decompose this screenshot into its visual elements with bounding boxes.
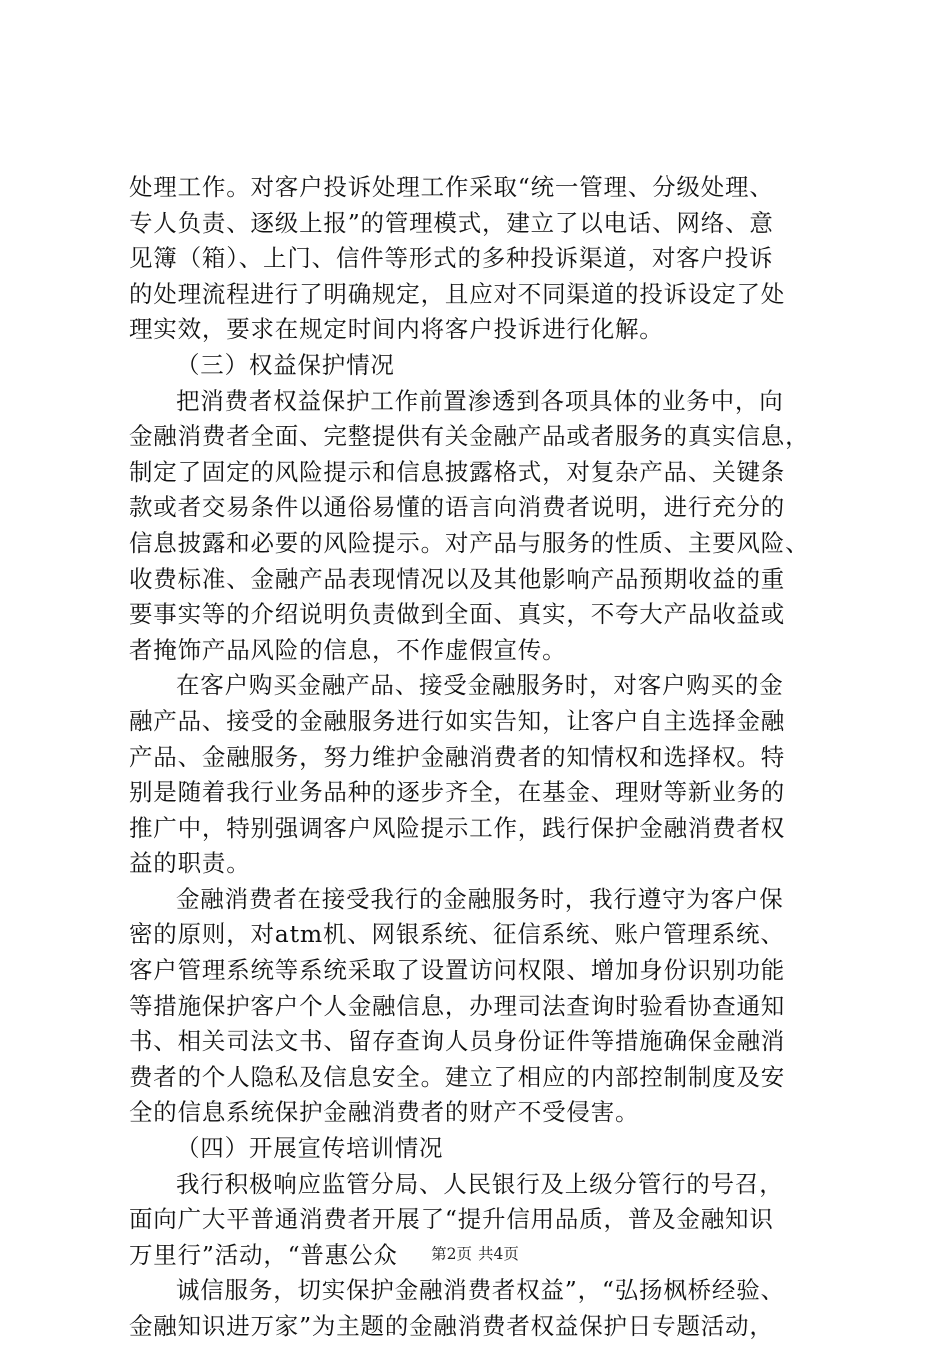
paragraph-first-line: 金融消费者在接受我行的金融服务时，我行遵守为客户保 [176, 884, 784, 913]
paragraph-line: 制定了固定的风险提示和信息披露格式，对复杂产品、关键条 [129, 457, 786, 486]
section-heading: （三）权益保护情况 [176, 350, 395, 379]
paragraph-line: 收费标准、金融产品表现情况以及其他影响产品预期收益的重 [129, 564, 786, 593]
paragraph-line: 金融消费者全面、完整提供有关金融产品或者服务的真实信息， [129, 422, 810, 451]
paragraph-line: 客户管理系统等系统采取了设置访问权限、增加身份识别功能 [129, 956, 786, 985]
page-number-current: 第2页 [431, 1245, 472, 1263]
paragraph-line: 密的原则，对atm机、网银系统、征信系统、账户管理系统、 [129, 920, 785, 949]
paragraph-line: 别是随着我行业务品种的逐步齐全，在基金、理财等新业务的 [129, 778, 786, 807]
paragraph-line: 产品、金融服务，努力维护金融消费者的知情权和选择权。特 [129, 742, 786, 771]
paragraph-first-line: 在客户购买金融产品、接受金融服务时，对客户购买的金 [176, 671, 784, 700]
paragraph-line: 要事实等的介绍说明负责做到全面、真实，不夸大产品收益或 [129, 600, 786, 629]
paragraph-line: 处理工作。对客户投诉处理工作采取“统一管理、分级处理、 [129, 173, 774, 201]
paragraph-line: 费者的个人隐私及信息安全。建立了相应的内部控制制度及安 [129, 1062, 786, 1091]
document-body [129, 170, 834, 1345]
paragraph-line: 的处理流程进行了明确规定，且应对不同渠道的投诉设定了处 [129, 279, 786, 308]
paragraph-line: 见簿（箱）、上门、信件等形式的多种投诉渠道，对客户投诉 [129, 244, 774, 273]
paragraph-line: 万里行”活动，“普惠公众 [129, 1240, 398, 1269]
page-footer [0, 1243, 950, 1265]
paragraph-line: 益的职责。 [129, 849, 251, 878]
paragraph-line: 推广中，特别强调客户风险提示工作，践行保护金融消费者权 [129, 813, 786, 842]
paragraph-line: 专人负责、逐级上报”的管理模式，建立了以电话、网络、意 [129, 208, 774, 237]
paragraph-first-line: 我行积极响应监管分局、人民银行及上级分管行的号召， [176, 1169, 784, 1198]
paragraph-line: 面向广大平普通消费者开展了“提升信用品质，普及金融知识 [129, 1205, 774, 1234]
paragraph-line: 理实效，要求在规定时间内将客户投诉进行化解。 [129, 315, 664, 344]
paragraph-line: 融产品、接受的金融服务进行如实告知，让客户自主选择金融 [129, 706, 786, 735]
paragraph-line: 全的信息系统保护金融消费者的财产不受侵害。 [129, 1098, 640, 1127]
paragraph-line: 信息披露和必要的风险提示。对产品与服务的性质、主要风险、 [129, 528, 810, 557]
section-heading: （四）开展宣传培训情况 [176, 1134, 444, 1163]
paragraph-line: 等措施保护客户个人金融信息，办理司法查询时验看协查通知 [129, 991, 786, 1020]
page-number-total: 共4页 [478, 1245, 519, 1263]
paragraph-first-line: 诚信服务，切实保护金融消费者权益”，“弘扬枫桥经验、 [176, 1276, 785, 1305]
paragraph-line: 金融知识进万家”为主题的金融消费者权益保护日专题活动， [129, 1312, 774, 1340]
paragraph-line: 书、相关司法文书、留存查询人员身份证件等措施确保金融消 [129, 1027, 786, 1056]
paragraph-line: 款或者交易条件以通俗易懂的语言向消费者说明，进行充分的 [129, 493, 786, 522]
paragraph-first-line: 把消费者权益保护工作前置渗透到各项具体的业务中，向 [176, 386, 784, 415]
paragraph-line: 者掩饰产品风险的信息，不作虚假宣传。 [129, 635, 567, 664]
